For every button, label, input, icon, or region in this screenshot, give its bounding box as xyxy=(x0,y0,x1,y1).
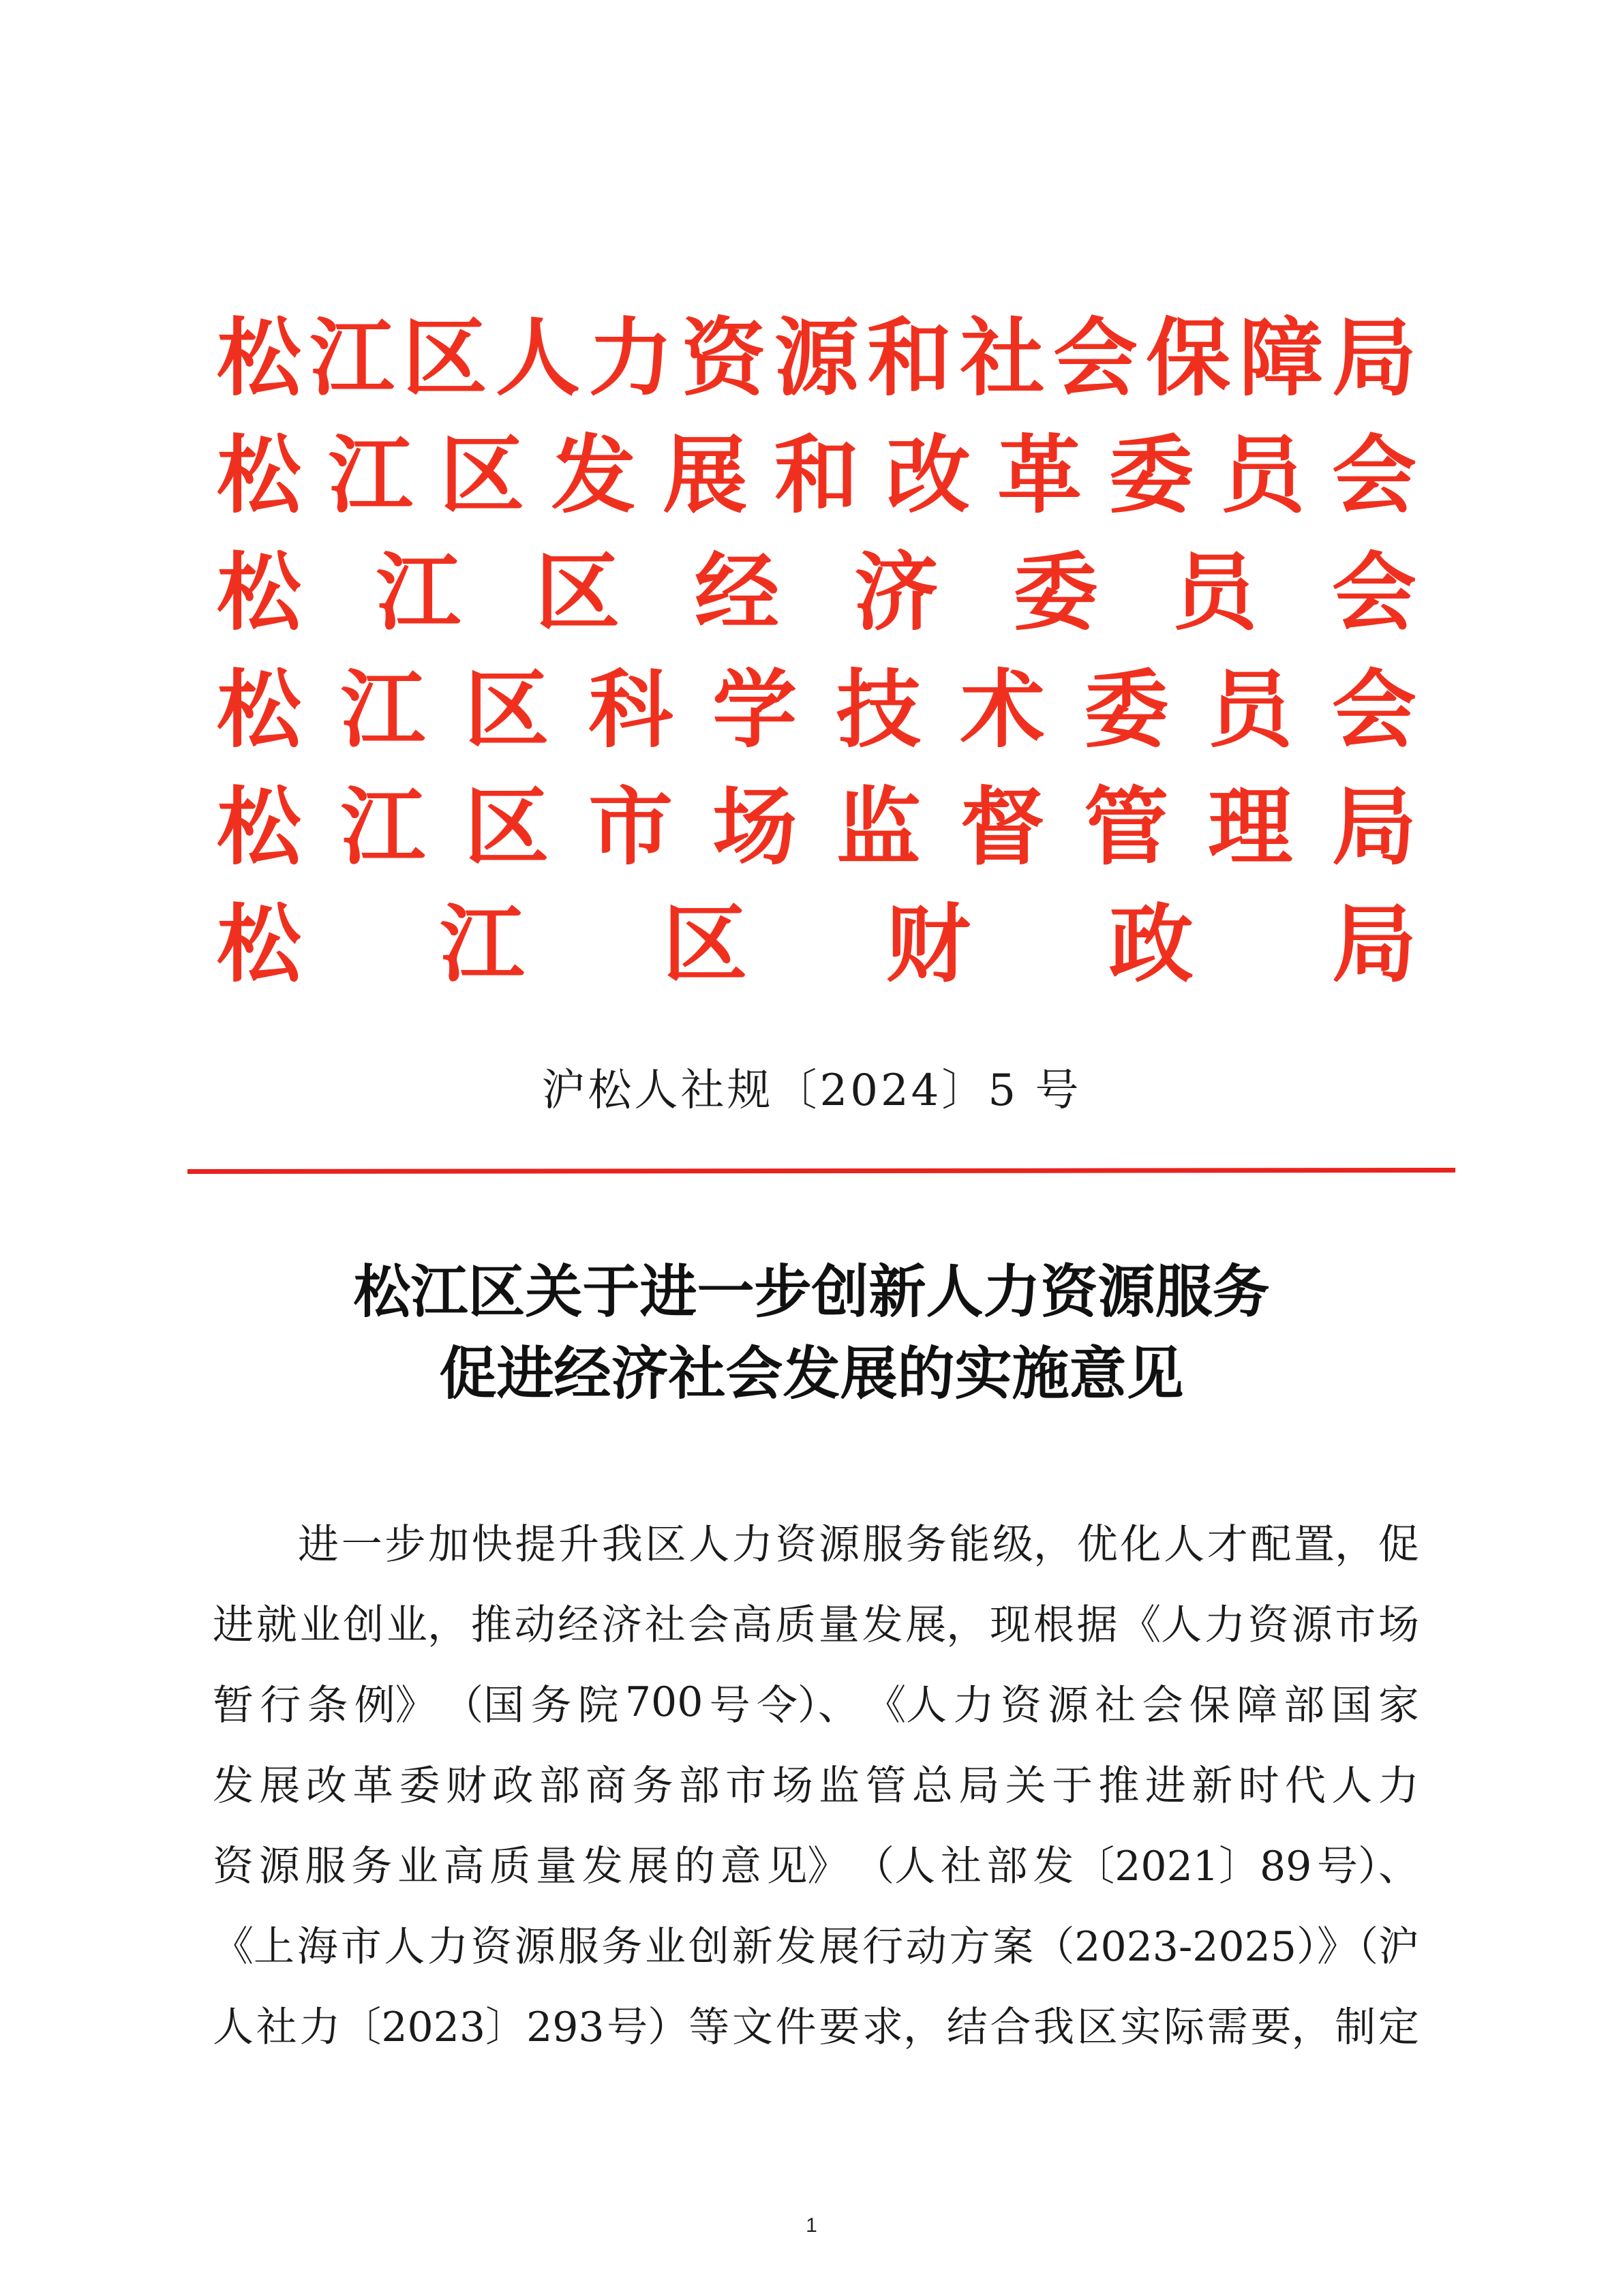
body-token: 会 xyxy=(1142,1682,1183,1729)
body-token: 财 xyxy=(445,1762,487,1810)
body-token: 才 xyxy=(1207,1521,1248,1569)
issuer-char: 委 xyxy=(1108,426,1194,525)
body-token: 关 xyxy=(1005,1762,1046,1810)
body-token: 市 xyxy=(340,1923,382,1971)
document-title-line-1: 松江区关于进一步创新人力资源服务 xyxy=(353,1258,1270,1325)
body-token: （人 xyxy=(853,1843,936,1890)
body-token: 结 xyxy=(946,2004,988,2051)
body-token: 加 xyxy=(428,1521,470,1569)
issuer-char: 科 xyxy=(588,661,673,759)
body-token: 海 xyxy=(297,1923,338,1971)
body-token: 推 xyxy=(470,1601,512,1649)
body-token: 务 xyxy=(530,1682,572,1729)
body-token: 资 xyxy=(470,1923,512,1971)
body-token: 要 xyxy=(819,2004,860,2051)
body-token: 量 xyxy=(535,1843,577,1890)
body-line xyxy=(213,1662,1419,1742)
body-token: 进 xyxy=(213,1601,254,1649)
body-token: 业， xyxy=(386,1601,468,1649)
body-token: 暂 xyxy=(213,1682,254,1729)
issuer-char: 社 xyxy=(960,309,1045,408)
body-token: 部 xyxy=(1284,1682,1325,1729)
issuer-char: 保 xyxy=(1146,309,1231,408)
body-token: 实 xyxy=(1120,2004,1162,2051)
body-token: 人 xyxy=(384,1923,425,1971)
body-token: 市 xyxy=(1335,1601,1376,1649)
issuer-char: 和 xyxy=(774,426,859,525)
body-token: 经 xyxy=(558,1601,599,1649)
body-token: （国 xyxy=(442,1682,525,1729)
body-line xyxy=(213,1984,1419,2064)
issuer-char: 管 xyxy=(1084,778,1169,877)
body-token: 高 xyxy=(443,1843,485,1890)
body-token: 化 xyxy=(1120,1521,1162,1569)
body-token: 我 xyxy=(1033,2004,1075,2051)
issuer-row xyxy=(217,300,1416,417)
issuer-char: 场 xyxy=(712,778,798,877)
issuer-char: 委 xyxy=(1084,661,1169,759)
body-token: 意 xyxy=(720,1843,761,1890)
body-token: 置， xyxy=(1294,1521,1376,1569)
issuer-char: 技 xyxy=(836,661,921,759)
body-token: 见》 xyxy=(766,1843,849,1890)
body-token: 级， xyxy=(992,1521,1074,1569)
body-token: 就 xyxy=(256,1601,297,1649)
body-line xyxy=(213,1742,1419,1823)
body-token: 据 xyxy=(1076,1601,1118,1649)
issuer-char: 松 xyxy=(217,426,302,525)
body-token: 障 xyxy=(1237,1682,1278,1729)
issuer-char: 江 xyxy=(309,309,395,408)
issuer-char: 资 xyxy=(681,309,766,408)
body-token: 力 xyxy=(427,1923,469,1971)
body-token: 创 xyxy=(343,1601,384,1649)
body-token: 委 xyxy=(399,1762,440,1810)
body-token: 代 xyxy=(1284,1762,1326,1810)
issuer-char: 江 xyxy=(376,543,461,642)
body-token: 动 xyxy=(514,1601,556,1649)
body-token: 发 xyxy=(581,1843,623,1890)
body-token: 商 xyxy=(586,1762,627,1810)
issuer-header xyxy=(217,300,1416,1003)
issuer-row xyxy=(217,417,1416,534)
document-title xyxy=(0,1251,1623,1415)
body-token: 革 xyxy=(352,1762,394,1810)
body-token: 配 xyxy=(1250,1521,1292,1569)
issuer-char: 区 xyxy=(535,543,620,642)
issuer-char: 济 xyxy=(853,543,939,642)
body-token: 展 xyxy=(819,1923,860,1971)
body-token: 现 xyxy=(990,1601,1031,1649)
body-token: 市 xyxy=(725,1762,767,1810)
issuer-char: 会 xyxy=(1331,543,1416,642)
body-token: 资 xyxy=(213,1843,254,1890)
issuer-char: 局 xyxy=(1331,778,1416,877)
issuer-char: 督 xyxy=(960,778,1045,877)
issuer-char: 经 xyxy=(695,543,780,642)
body-token: 发 xyxy=(862,1601,903,1649)
issuer-row xyxy=(217,769,1416,886)
body-token: 我 xyxy=(601,1521,643,1569)
body-token: 区 xyxy=(645,1521,686,1569)
body-token: 促 xyxy=(1378,1521,1419,1569)
body-token: 创 xyxy=(688,1923,729,1971)
body-token: 部 xyxy=(986,1843,1028,1890)
body-token: 际 xyxy=(1164,2004,1205,2051)
body-token: 能 xyxy=(949,1521,990,1569)
body-token: 资 xyxy=(1247,1601,1289,1649)
body-token: 需 xyxy=(1207,2004,1248,2051)
body-token: 务 xyxy=(601,1923,643,1971)
issuer-char: 松 xyxy=(217,309,302,408)
body-token: 求， xyxy=(862,2004,945,2051)
issuer-char: 政 xyxy=(1108,895,1194,994)
body-token: 进 xyxy=(298,1521,339,1569)
issuer-char: 力 xyxy=(588,309,673,408)
body-token: 业 xyxy=(299,1601,341,1649)
body-line xyxy=(213,1501,1419,1582)
body-token: 改 xyxy=(305,1762,347,1810)
body-token: 发〔2021〕89 xyxy=(1033,1843,1312,1890)
body-token: 人 xyxy=(688,1521,730,1569)
body-token: 力 xyxy=(1204,1601,1245,1649)
body-token: 服 xyxy=(862,1521,903,1569)
body-token: 条 xyxy=(307,1682,348,1729)
body-token: 监 xyxy=(819,1762,860,1810)
body-token: 会 xyxy=(688,1601,729,1649)
body-token: 力〔2023〕293 xyxy=(299,2004,605,2051)
body-token: 行 xyxy=(260,1682,301,1729)
body-text xyxy=(213,1501,1419,2064)
issuer-char: 江 xyxy=(340,661,425,759)
issuer-char: 会 xyxy=(1331,661,1416,759)
body-token: 一 xyxy=(341,1521,382,1569)
issuer-char: 区 xyxy=(402,309,487,408)
issuer-char: 员 xyxy=(1220,426,1305,525)
body-token: 号）、 xyxy=(1317,1843,1419,1890)
body-token: 人 xyxy=(1331,1762,1373,1810)
body-token: 源 xyxy=(819,1521,860,1569)
body-token: 业 xyxy=(397,1843,438,1890)
body-token: 人 xyxy=(1164,1521,1205,1569)
body-token: 人 xyxy=(213,2004,254,2051)
issuer-char: 区 xyxy=(663,895,748,994)
issuer-char: 源 xyxy=(774,309,859,408)
issuer-char: 市 xyxy=(588,778,673,877)
body-token: 源 xyxy=(1291,1601,1333,1649)
issuer-row xyxy=(217,886,1416,1003)
issuer-char: 发 xyxy=(551,426,636,525)
issuer-char: 障 xyxy=(1239,309,1324,408)
body-token: 发 xyxy=(213,1762,254,1810)
body-token: 升 xyxy=(558,1521,600,1569)
issuer-char: 江 xyxy=(328,426,413,525)
body-token: 济 xyxy=(601,1601,642,1649)
issuer-char: 松 xyxy=(217,778,302,877)
issuer-char: 江 xyxy=(340,778,425,877)
issuer-char: 会 xyxy=(1331,426,1416,525)
body-token: 推 xyxy=(1098,1762,1140,1810)
document-number: 沪松人社规〔2024〕5 号 xyxy=(541,1066,1082,1116)
body-token: 定 xyxy=(1378,2004,1419,2051)
body-line xyxy=(213,1823,1419,1903)
issuer-char: 人 xyxy=(495,309,580,408)
body-token: 务 xyxy=(632,1762,673,1810)
body-token: 件 xyxy=(775,2004,817,2051)
body-token: 的 xyxy=(674,1843,716,1890)
body-line xyxy=(213,1903,1419,1984)
issuer-char: 术 xyxy=(960,661,1045,759)
body-token: 质 xyxy=(775,1601,816,1649)
body-token: 质 xyxy=(489,1843,531,1890)
body-token: 部 xyxy=(678,1762,720,1810)
body-token: 方 xyxy=(949,1923,990,1971)
issuer-char: 区 xyxy=(464,778,549,877)
body-token: 合 xyxy=(990,2004,1031,2051)
issuer-char: 区 xyxy=(440,426,525,525)
body-token: 资 xyxy=(1000,1682,1042,1729)
body-token: 总 xyxy=(911,1762,953,1810)
issuer-char: 财 xyxy=(885,895,971,994)
body-token: 源 xyxy=(258,1843,300,1890)
issuer-char: 局 xyxy=(1331,895,1416,994)
issuer-char: 局 xyxy=(1331,309,1416,408)
body-token: 制 xyxy=(1335,2004,1376,2051)
issuer-char: 员 xyxy=(1172,543,1258,642)
body-token: 文 xyxy=(731,2004,773,2051)
issuer-char: 学 xyxy=(712,661,798,759)
body-token: 《人 xyxy=(865,1682,947,1729)
body-token: 动 xyxy=(905,1923,947,1971)
body-token: 《上 xyxy=(213,1923,294,1971)
body-token: 保 xyxy=(1189,1682,1230,1729)
body-token: 务 xyxy=(905,1521,947,1569)
issuer-char: 江 xyxy=(440,895,525,994)
body-token: 快 xyxy=(471,1521,513,1569)
body-token: 进 xyxy=(1144,1762,1186,1810)
body-token: 院 xyxy=(577,1682,619,1729)
page-number: 1 xyxy=(806,2214,817,2237)
issuer-char: 委 xyxy=(1013,543,1098,642)
issuer-char: 松 xyxy=(217,661,302,759)
body-token: 新 xyxy=(1192,1762,1233,1810)
body-token: 力 xyxy=(1378,1762,1419,1810)
issuer-char: 松 xyxy=(217,895,302,994)
body-token: 业 xyxy=(645,1923,686,1971)
body-token: 号 xyxy=(709,1682,750,1729)
issuer-char: 展 xyxy=(663,426,748,525)
body-token: 区 xyxy=(1076,2004,1118,2051)
body-token: 力 xyxy=(953,1682,995,1729)
body-token: 局 xyxy=(958,1762,1000,1810)
issuer-char: 区 xyxy=(464,661,549,759)
body-line xyxy=(213,1582,1419,1662)
body-token: 提 xyxy=(515,1521,556,1569)
body-token: 优 xyxy=(1076,1521,1118,1569)
body-token: 于 xyxy=(1052,1762,1093,1810)
body-token: 服 xyxy=(305,1843,346,1890)
body-token: 场 xyxy=(1378,1601,1419,1649)
body-token: 行 xyxy=(862,1923,903,1971)
body-token: 务 xyxy=(351,1843,393,1890)
issuer-char: 理 xyxy=(1208,778,1293,877)
body-token: 国 xyxy=(1331,1682,1372,1729)
body-token: 社 xyxy=(940,1843,982,1890)
body-token: 量 xyxy=(818,1601,860,1649)
body-token: 号）等 xyxy=(607,2004,730,2051)
issuer-row xyxy=(217,534,1416,652)
issuer-char: 员 xyxy=(1208,661,1293,759)
body-token: 社 xyxy=(256,2004,297,2051)
body-token: 部 xyxy=(539,1762,580,1810)
body-token: 展 xyxy=(628,1843,669,1890)
body-token: 社 xyxy=(1095,1682,1136,1729)
body-token: 要， xyxy=(1250,2004,1333,2051)
issuer-char: 改 xyxy=(885,426,971,525)
red-divider-rule xyxy=(187,1168,1455,1174)
body-token: 根 xyxy=(1033,1601,1074,1649)
body-token: 源 xyxy=(514,1923,556,1971)
body-token: 令）、 xyxy=(756,1682,859,1729)
body-token: 资 xyxy=(775,1521,817,1569)
body-token: 例》 xyxy=(354,1682,436,1729)
body-token: 源 xyxy=(1047,1682,1089,1729)
body-token: 《人 xyxy=(1120,1601,1202,1649)
issuer-char: 监 xyxy=(836,778,921,877)
body-token: 力 xyxy=(731,1521,773,1569)
body-token: 案（2023-2025）》（沪 xyxy=(992,1923,1419,1971)
body-token: 社 xyxy=(644,1601,686,1649)
body-token: 展 xyxy=(259,1762,301,1810)
issuer-char: 和 xyxy=(867,309,952,408)
body-token: 服 xyxy=(558,1923,599,1971)
body-token: 管 xyxy=(865,1762,907,1810)
body-token: 高 xyxy=(731,1601,773,1649)
body-token: 政 xyxy=(492,1762,534,1810)
body-token: 场 xyxy=(772,1762,813,1810)
body-token: 700 xyxy=(624,1678,703,1726)
issuer-char: 革 xyxy=(997,426,1082,525)
body-token: 发 xyxy=(775,1923,817,1971)
body-token: 时 xyxy=(1238,1762,1279,1810)
issuer-char: 会 xyxy=(1052,309,1138,408)
issuer-char: 松 xyxy=(217,543,302,642)
body-token: 展， xyxy=(905,1601,988,1649)
body-token: 家 xyxy=(1378,1682,1419,1729)
body-token: 新 xyxy=(731,1923,773,1971)
document-title-line-2: 促进经济社会发展的实施意见 xyxy=(439,1340,1184,1407)
issuer-row xyxy=(217,652,1416,769)
body-token: 步 xyxy=(384,1521,426,1569)
